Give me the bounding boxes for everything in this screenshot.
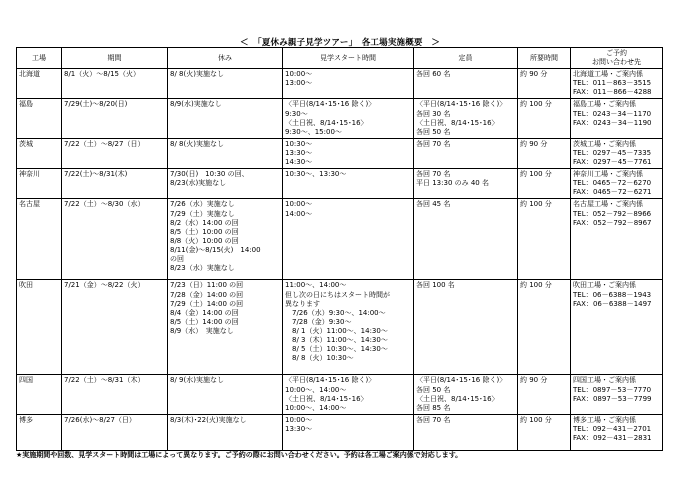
table-row — [17, 280, 663, 375]
cell-duration: 約 100 分 — [518, 169, 571, 199]
cell-factory: 福島 — [17, 99, 62, 138]
cell-holiday: 7/30(日) 10:30 の回、 8/23(水)実施なし — [168, 169, 283, 199]
table-row — [17, 375, 663, 414]
cell-capacity: 各回 100 名 — [414, 280, 518, 375]
footnote: ★実施期間や回数、見学スタート時間は工場によって異なります。ご予約の際にお問い合わせください。予約は各工場ご案内係で対応します。 — [16, 451, 463, 459]
cell-contact: 神奈川工場・ご案内係 TEL：0465－72－6270 FAX：0465－72－6271 — [571, 169, 663, 199]
cell-holiday: 8/9(水)実施なし — [168, 99, 283, 138]
cell-period: 7/22（土）～8/31（木） — [62, 375, 168, 414]
cell-factory: 吹田 — [17, 280, 62, 375]
cell-contact: 北海道工場・ご案内係 TEL：011－863－3515 FAX：011－866－4288 — [571, 69, 663, 99]
cell-factory: 神奈川 — [17, 169, 62, 199]
cell-duration: 約 90 分 — [518, 69, 571, 99]
cell-times: 10:30～ 13:30～ 14:30～ — [283, 138, 414, 168]
cell-factory: 北海道 — [17, 69, 62, 99]
cell-duration: 約 90 分 — [518, 138, 571, 168]
cell-contact: 博多工場・ご案内係 TEL：092－431－2701 FAX：092－431－2831 — [571, 414, 663, 450]
table-row — [17, 199, 663, 280]
cell-contact: 四国工場・ご案内係 TEL：0897－53－7770 FAX：0897－53－7799 — [571, 375, 663, 414]
cell-period: 7/22（土）～8/27（日） — [62, 138, 168, 168]
cell-capacity: 〈平日(8/14･15･16 除く)〉 各回 50 名 〈土日祝、8/14･15･16〉 各回 85 名 — [414, 375, 518, 414]
header-duration: 所要時間 — [518, 48, 571, 69]
cell-factory: 四国 — [17, 375, 62, 414]
cell-contact: 吹田工場・ご案内係 TEL：06－6388－1943 FAX：06－6388－1497 — [571, 280, 663, 375]
cell-capacity: 各回 70 名 — [414, 414, 518, 450]
header-period: 期間 — [62, 48, 168, 69]
cell-times: 10:00～ 14:00～ — [283, 199, 414, 280]
cell-duration: 約 100 分 — [518, 280, 571, 375]
header-factory: 工場 — [17, 48, 62, 69]
cell-times: 〈平日(8/14･15･16 除く)〉 9:30～ 〈土日祝、8/14･15･16〉 9:30～、15:00～ — [283, 99, 414, 138]
cell-factory: 博多 — [17, 414, 62, 450]
cell-capacity: 〈平日(8/14･15･16 除く)〉 各回 30 名 〈土日祝、8/14･15･16〉 各回 50 名 — [414, 99, 518, 138]
cell-capacity: 各回 45 名 — [414, 199, 518, 280]
header-capacity: 定員 — [414, 48, 518, 69]
cell-period: 7/26(水)～8/27（日） — [62, 414, 168, 450]
cell-capacity: 各回 70 名 — [414, 138, 518, 168]
cell-period: 7/21（金）～8/22（火） — [62, 280, 168, 375]
cell-holiday: 7/23（日）11:00 の回 7/28（金）14:00 の回 7/29（土）14:00 の回 8/4（金）14:00 の回 8/5（土）14:00 の回 8/9（水） 実施なし — [168, 280, 283, 375]
factory-tour-table — [16, 47, 663, 451]
cell-duration: 約 90 分 — [518, 375, 571, 414]
cell-times: 10:30～、13:30～ — [283, 169, 414, 199]
cell-times: 10:00～ 13:00～ — [283, 69, 414, 99]
cell-period: 7/22（土）～8/30（水） — [62, 199, 168, 280]
cell-holiday: 8/ 8(火)実施なし — [168, 69, 283, 99]
cell-capacity: 各回 70 名 平日 13:30 のみ 40 名 — [414, 169, 518, 199]
cell-duration: 約 100 分 — [518, 199, 571, 280]
table-row — [17, 69, 663, 99]
table-row — [17, 99, 663, 138]
cell-contact: 茨城工場・ご案内係 TEL：0297－45－7335 FAX：0297－45－7761 — [571, 138, 663, 168]
table-row — [17, 169, 663, 199]
cell-capacity: 各回 60 名 — [414, 69, 518, 99]
cell-times: 11:00～、14:00～ 但し次の日にちはスタート時間が 異なります 7/26（水）9:30～、14:00～ 7/28（金）9:30～ 8/ 1（火）11:00～、14:30～ 8/ 3（木）11:00～、14:30～ 8/ 5（土）10:30～、14:30～ 8/ 8（火）10:30～ — [283, 280, 414, 375]
table-row — [17, 138, 663, 168]
table-row — [17, 414, 663, 450]
cell-duration: 約 100 分 — [518, 414, 571, 450]
table-header-row — [17, 48, 663, 69]
header-holiday: 休み — [168, 48, 283, 69]
cell-times: 10:00～ 13:30～ — [283, 414, 414, 450]
cell-contact: 福島工場・ご案内係 TEL：0243－34－1170 FAX：0243－34－1190 — [571, 99, 663, 138]
cell-holiday: 8/ 9(水)実施なし — [168, 375, 283, 414]
cell-holiday: 8/ 8(火)実施なし — [168, 138, 283, 168]
document-title: ＜ 「夏休み親子見学ツアー」 各工場実施概要 ＞ — [239, 38, 441, 48]
cell-period: 7/29(土)～8/20(日) — [62, 99, 168, 138]
cell-factory: 名古屋 — [17, 199, 62, 280]
cell-factory: 茨城 — [17, 138, 62, 168]
cell-times: 〈平日(8/14･15･16 除く)〉 10:00～、14:00～ 〈土日祝、8/14･15･16〉 10:00～、14:00～ — [283, 375, 414, 414]
cell-period: 7/22(土)～8/31(木) — [62, 169, 168, 199]
cell-contact: 名古屋工場・ご案内係 TEL：052－792－8966 FAX：052－792－8967 — [571, 199, 663, 280]
cell-duration: 約 100 分 — [518, 99, 571, 138]
cell-holiday: 7/26（水）実施なし 7/29（土）実施なし 8/2（水）14:00 の回 8/5（土）10:00 の回 8/8（火）10:00 の回 8/11(金)～8/15(火) 14:00 の回 8/23（水）実施なし — [168, 199, 283, 280]
header-contact: ご予約 お問い合わせ先 — [571, 48, 663, 69]
cell-holiday: 8/3(木)･22(火)実施なし — [168, 414, 283, 450]
cell-period: 8/1（火）～8/15（火） — [62, 69, 168, 99]
header-start-time: 見学スタート時間 — [283, 48, 414, 69]
